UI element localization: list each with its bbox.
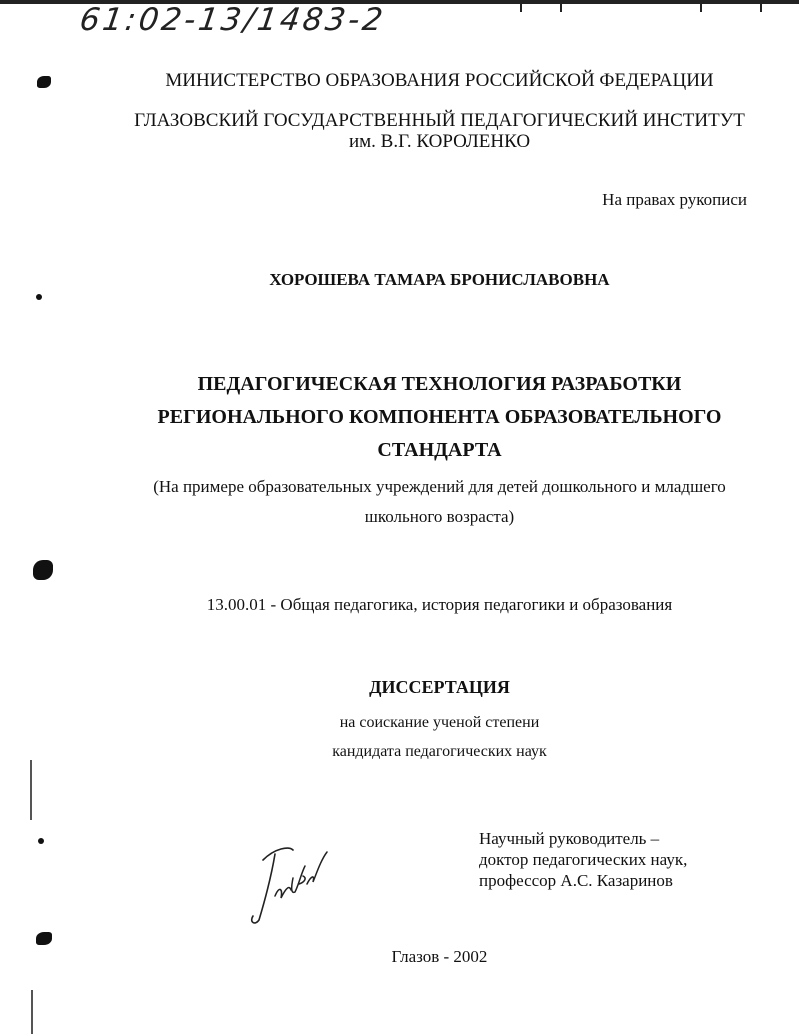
scan-tick bbox=[520, 0, 522, 12]
city-year: Глазов - 2002 bbox=[391, 947, 488, 966]
margin-mark bbox=[38, 838, 44, 844]
institute-heading: ГЛАЗОВСКИЙ ГОСУДАРСТВЕННЫЙ ПЕДАГОГИЧЕСКИЙ ИНСТИТУТ bbox=[134, 110, 745, 131]
dissertation-subtitle bbox=[40, 472, 799, 532]
margin-mark bbox=[36, 932, 52, 945]
degree-line: на соискание ученой степени bbox=[339, 714, 540, 731]
ministry-heading: МИНИСТЕРСТВО ОБРАЗОВАНИЯ РОССИЙСКОЙ ФЕДЕРАЦИИ bbox=[165, 70, 714, 91]
scientific-advisor bbox=[479, 828, 687, 891]
author-name: ХОРОШЕВА ТАМАРА БРОНИСЛАВОВНА bbox=[269, 270, 610, 289]
scan-edge-line bbox=[31, 990, 33, 1034]
manuscript-rights: На правах рукописи bbox=[602, 190, 747, 209]
scan-tick bbox=[700, 0, 702, 12]
archive-number-handwritten: 61:02-13/1483-2 bbox=[77, 2, 388, 38]
degree-info bbox=[40, 708, 799, 766]
title-line: СТАНДАРТА bbox=[377, 439, 502, 461]
advisor-line: Научный руководитель – bbox=[479, 829, 660, 848]
author-signature bbox=[245, 838, 340, 928]
dissertation-title bbox=[40, 368, 799, 467]
advisor-line: профессор А.С. Казаринов bbox=[479, 871, 673, 890]
scan-tick bbox=[760, 0, 762, 12]
institute-name: им. В.Г. КОРОЛЕНКО bbox=[348, 131, 531, 152]
document-type: ДИССЕРТАЦИЯ bbox=[369, 677, 510, 697]
title-line: РЕГИОНАЛЬНОГО КОМПОНЕНТА ОБРАЗОВАТЕЛЬНОГО bbox=[157, 406, 722, 428]
subtitle-line: школьного возраста) bbox=[364, 507, 515, 526]
subtitle-line: (На примере образовательных учреждений для детей дошкольного и младшего bbox=[153, 477, 726, 496]
margin-mark bbox=[33, 560, 53, 580]
degree-line: кандидата педагогических наук bbox=[332, 743, 547, 760]
title-line: ПЕДАГОГИЧЕСКАЯ ТЕХНОЛОГИЯ РАЗРАБОТКИ bbox=[197, 373, 682, 395]
scan-edge-line bbox=[30, 760, 32, 820]
scan-tick bbox=[560, 0, 562, 12]
advisor-line: доктор педагогических наук, bbox=[479, 850, 688, 869]
margin-mark bbox=[36, 294, 42, 300]
specialty-code: 13.00.01 - Общая педагогика, история педагогики и образования bbox=[206, 595, 673, 614]
